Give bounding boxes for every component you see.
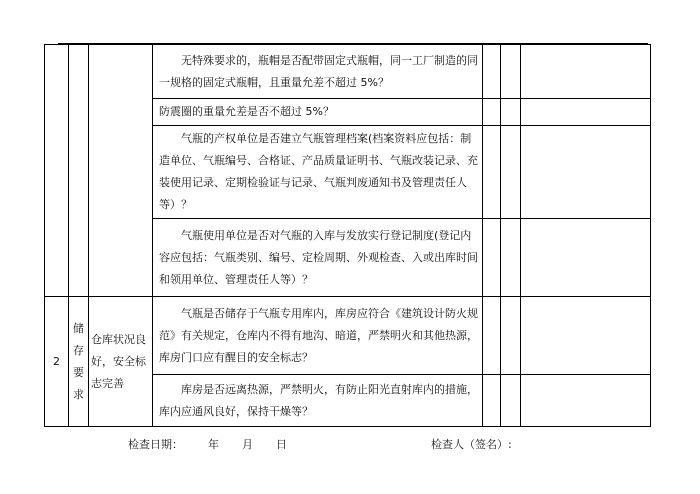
table-row bbox=[45, 297, 651, 375]
requirement-text: 无特殊要求的，瓶帽是否配带固定式瓶帽，同一工厂制造的同一规格的固定式瓶帽，且重量允差不超过 5%？ bbox=[153, 45, 483, 99]
check-cell bbox=[483, 126, 501, 219]
requirement-text: 防震圈的重量允差是否不超过 5%？ bbox=[153, 99, 483, 126]
section-category bbox=[69, 297, 89, 427]
section-category-text: 储存要求 bbox=[73, 321, 84, 401]
requirement-text: 气瓶是否储存于气瓶专用库内，库房应符合《建筑设计防火规范》有关规定，仓库内不得有地沟、暗道，严禁明火和其他热源，库房门口应有醒目的安全标志？ bbox=[153, 297, 483, 375]
check-cell bbox=[483, 297, 501, 375]
remark-cell bbox=[521, 375, 651, 427]
month-label: 月 bbox=[242, 438, 253, 451]
remark-cell bbox=[521, 297, 651, 375]
check-cell bbox=[483, 375, 501, 427]
inspector-signature bbox=[431, 436, 512, 452]
requirement-text: 气瓶的产权单位是否建立气瓶管理档案(档案资料应包括：制造单位、气瓶编号、合格证、产品质量证明书、气瓶改装记录、充装使用记录、定期检验证与记录、气瓶判废通知书及管理责任人等）？ bbox=[153, 126, 483, 219]
number-cell bbox=[45, 45, 69, 297]
requirement-text: 气瓶使用单位是否对气瓶的入库与发放实行登记制度(登记内容应包括：气瓶类别、编号、定检周期、外观检查、入或出库时间和领用单位、管理责任人等）？ bbox=[153, 219, 483, 297]
remark-cell bbox=[521, 99, 651, 126]
day-label: 日 bbox=[276, 438, 287, 451]
check-cell bbox=[483, 45, 501, 99]
inspection-date bbox=[128, 436, 287, 452]
date-label: 检查日期： bbox=[128, 438, 183, 451]
remark-cell bbox=[521, 126, 651, 219]
check-cell bbox=[501, 126, 521, 219]
remark-cell bbox=[521, 45, 651, 99]
check-cell bbox=[501, 297, 521, 375]
check-cell bbox=[501, 45, 521, 99]
check-cell bbox=[483, 219, 501, 297]
table-row bbox=[45, 45, 651, 99]
check-cell bbox=[501, 375, 521, 427]
item-cell bbox=[89, 45, 153, 297]
inspector-label: 检查人（签名）: bbox=[431, 438, 512, 451]
section-number: 2 bbox=[45, 297, 69, 427]
requirement-text: 库房是否远离热源，严禁明火，有防止阳光直射库内的措施，库内应通风良好，保持干燥等？ bbox=[153, 375, 483, 427]
remark-cell bbox=[521, 219, 651, 297]
check-cell bbox=[501, 219, 521, 297]
inspection-table bbox=[44, 44, 651, 427]
check-cell bbox=[483, 99, 501, 126]
section-item: 仓库状况良好，安全标志完善 bbox=[89, 297, 153, 427]
category-cell bbox=[69, 45, 89, 297]
check-cell bbox=[501, 99, 521, 126]
year-label: 年 bbox=[208, 438, 219, 451]
